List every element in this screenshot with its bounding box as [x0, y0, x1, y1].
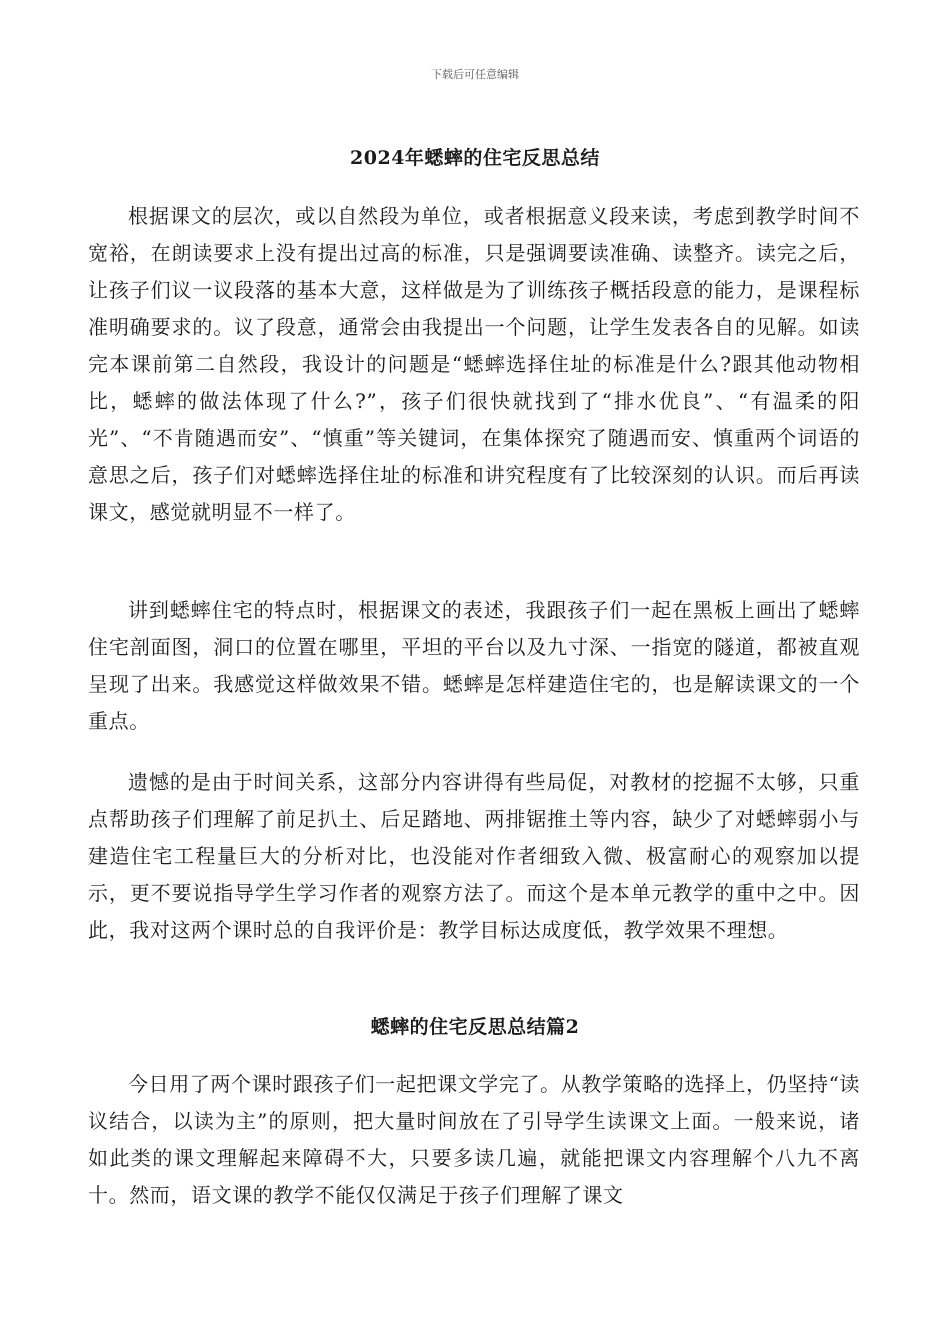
paragraph-3: 遗憾的是由于时间关系，这部分内容讲得有些局促，对教材的挖掘不太够，只重点帮助孩子们理解了前足扒土、后足踏地、两排锯推土等内容，缺少了对蟋蟀弱小与建造住宅工程量巨大的分析对比，也没能对作者细致入微、极富耐心的观察加以提示，更不要说指导学生学习作者的观察方法了。而这个是本单元教学的重中之中。因此，我对这两个课时总的自我评价是：教学目标达成度低，教学效果不理想。	[88, 770, 860, 942]
paragraph-1: 根据课文的层次，或以自然段为单位，或者根据意义段来读，考虑到教学时间不宽裕，在朗读要求上没有提出过高的标准，只是强调要读准确、读整齐。读完之后，让孩子们议一议段落的基本大意，这样做是为了训练孩子概括段意的能力，是课程标准明确要求的。议了段意，通常会由我提出一个问题，让学生发表各自的见解。如读完本课前第二自然段，我设计的问题是“蟋蟀选择住址的标准是什么?跟其他动物相比，蟋蟀的做法体现了什么?”，孩子们很快就找到了“排水优良”、“有温柔的阳光”、“不肯随遇而安”、“慎重”等关键词，在集体探究了随遇而安、慎重两个词语的意思之后，孩子们对蟋蟀选择住址的标准和讲究程度有了比较深刻的认识。而后再读课文，感觉就明显不一样了。	[88, 204, 860, 524]
section-title: 蟋蟀的住宅反思总结篇2	[370, 1016, 580, 1038]
section-2-paragraph-1: 今日用了两个课时跟孩子们一起把课文学完了。从教学策略的选择上，仍坚持“读议结合，以读为主”的原则，把大量时间放在了引导学生读课文上面。一般来说，诸如此类的课文理解起来障碍不大，只要多读几遍，就能把课文内容理解个八九不离十。然而，语文课的教学不能仅仅满足于孩子们理解了课文	[88, 1072, 860, 1207]
page-title: 2024年蟋蟀的住宅反思总结	[350, 147, 600, 169]
header-note: 下载后可任意编辑	[431, 68, 519, 81]
paragraph-2: 讲到蟋蟀住宅的特点时，根据课文的表述，我跟孩子们一起在黑板上画出了蟋蟀住宅剖面图，洞口的位置在哪里，平坦的平台以及九寸深、一指宽的隧道，都被直观呈现了出来。我感觉这样做效果不错。蟋蟀是怎样建造住宅的，也是解读课文的一个重点。	[88, 598, 860, 733]
